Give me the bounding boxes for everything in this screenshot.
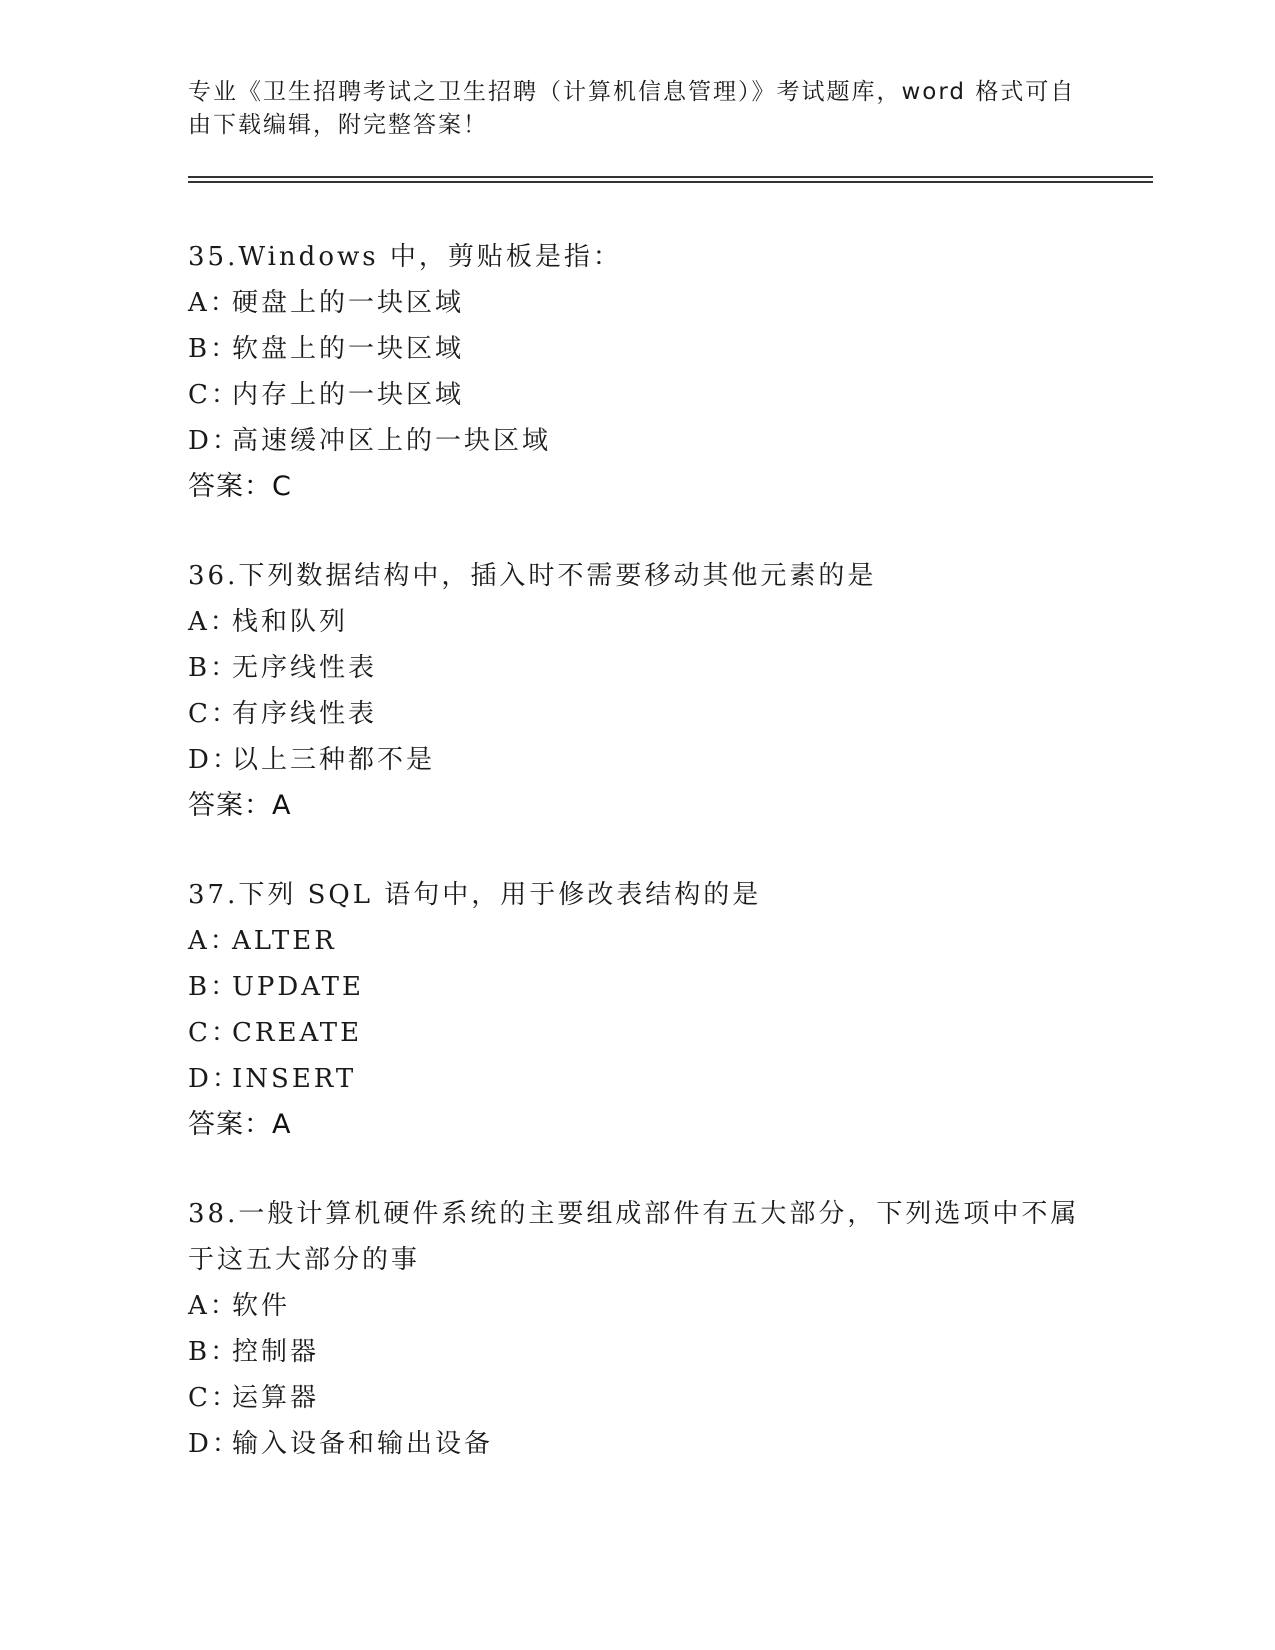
answer-line: 答案：A [188, 790, 292, 821]
option-a [188, 918, 1088, 964]
header-divider-bottom [188, 181, 1153, 183]
option-text: ALTER [232, 926, 337, 956]
question-36 [188, 553, 1088, 829]
option-text: 输入设备和输出设备 [232, 1429, 494, 1459]
header-line-2: 由下载编辑，附完整答案！ [188, 112, 488, 138]
option-text: UPDATE [232, 972, 364, 1002]
option-c [188, 372, 1088, 418]
option-d [188, 418, 1088, 464]
option-key: D： [188, 1064, 241, 1094]
option-text: 高速缓冲区上的一块区域 [232, 426, 552, 456]
option-text: 有序线性表 [232, 699, 378, 729]
option-key: C： [188, 699, 240, 729]
option-a [188, 280, 1088, 326]
option-text: 栈和队列 [232, 607, 349, 637]
option-b [188, 645, 1088, 691]
option-key: C： [188, 1383, 240, 1413]
question-stem: 37.下列 SQL 语句中，用于修改表结构的是 [188, 880, 762, 910]
option-text: CREATE [232, 1018, 363, 1048]
option-text: 硬盘上的一块区域 [232, 288, 465, 318]
option-text: 以上三种都不是 [232, 745, 436, 775]
question-stem: 36.下列数据结构中，插入时不需要移动其他元素的是 [188, 561, 877, 591]
option-text: 内存上的一块区域 [232, 380, 465, 410]
question-35 [188, 234, 1088, 510]
option-text: INSERT [232, 1064, 357, 1094]
question-37 [188, 872, 1088, 1148]
option-key: A： [188, 288, 239, 318]
option-b [188, 1329, 1088, 1375]
option-text: 软件 [232, 1291, 291, 1321]
option-key: B： [188, 334, 240, 364]
option-key: A： [188, 1291, 239, 1321]
option-b [188, 326, 1088, 372]
option-text: 软盘上的一块区域 [232, 334, 465, 364]
answer-line: 答案：A [188, 1109, 292, 1140]
question-stem: 35.Windows 中，剪贴板是指： [188, 242, 622, 272]
question-38 [188, 1191, 1088, 1467]
header-divider-top [188, 176, 1153, 178]
option-c [188, 1010, 1088, 1056]
option-d [188, 737, 1088, 783]
option-text: 无序线性表 [232, 653, 378, 683]
option-key: D： [188, 426, 241, 456]
answer-line: 答案：C [188, 471, 292, 502]
option-key: B： [188, 1337, 240, 1367]
option-d [188, 1056, 1088, 1102]
option-key: A： [188, 926, 239, 956]
option-key: C： [188, 1018, 240, 1048]
option-text: 运算器 [232, 1383, 320, 1413]
header-line-1: 专业《卫生招聘考试之卫生招聘（计算机信息管理）》考试题库，word 格式可自 [188, 79, 1076, 105]
option-text: 控制器 [232, 1337, 320, 1367]
option-b [188, 964, 1088, 1010]
option-d [188, 1421, 1088, 1467]
option-key: D： [188, 745, 241, 775]
option-key: B： [188, 653, 240, 683]
question-stem-continued: 于这五大部分的事 [188, 1245, 421, 1275]
option-c [188, 691, 1088, 737]
option-key: A： [188, 607, 239, 637]
option-c [188, 1375, 1088, 1421]
option-a [188, 1283, 1088, 1329]
question-stem: 38.一般计算机硬件系统的主要组成部件有五大部分，下列选项中不属 [188, 1199, 1080, 1229]
option-key: B： [188, 972, 240, 1002]
option-key: D： [188, 1429, 241, 1459]
option-a [188, 599, 1088, 645]
document-header [188, 76, 1088, 142]
option-key: C： [188, 380, 240, 410]
